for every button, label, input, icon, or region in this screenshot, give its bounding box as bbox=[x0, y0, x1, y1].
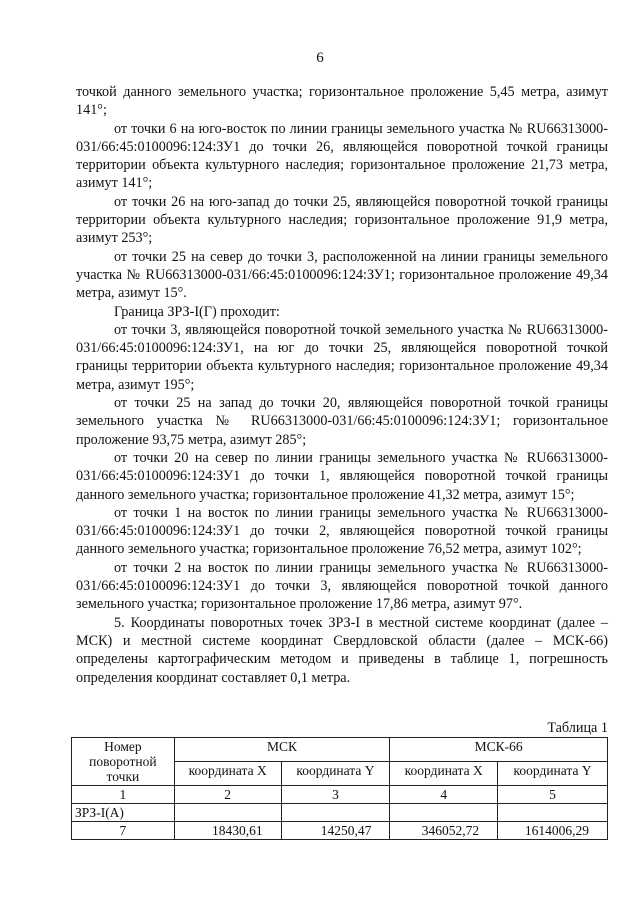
column-number: 3 bbox=[281, 786, 390, 804]
column-number: 5 bbox=[498, 786, 608, 804]
empty-cell bbox=[390, 804, 498, 822]
header-msk66: МСК-66 bbox=[390, 738, 608, 762]
paragraph: от точки 20 на север по линии границы земельного участка № RU66313000-031/66:45:0100096:124:ЗУ1 до точки 1, являющейся поворотной точкой границы данного земельного участка; горизонтальное проложение 41,32 метра, азимут 15°; bbox=[76, 449, 608, 503]
coordinates-table bbox=[71, 737, 608, 840]
header-msk: МСК bbox=[174, 738, 390, 762]
paragraph: от точки 25 на запад до точки 20, являющейся поворотной точкой границы земельного участка № RU66313000-031/66:45:0100096:124:ЗУ1; горизонтальное проложение 93,75 метра, азимут 285°; bbox=[76, 395, 608, 448]
column-number: 4 bbox=[390, 786, 498, 804]
paragraph: точкой данного земельного участка; горизонтальное проложение 5,45 метра, азимут 141°; bbox=[76, 84, 608, 119]
msk66-x-cell: 346052,72 bbox=[390, 822, 498, 840]
empty-cell bbox=[281, 804, 390, 822]
column-number: 2 bbox=[174, 786, 281, 804]
header-point-number: Номер поворотной точки bbox=[72, 738, 175, 786]
section-row bbox=[72, 804, 608, 822]
paragraph: от точки 1 на восток по линии границы земельного участка № RU66313000-031/66:45:0100096:124:ЗУ1 до точки 2, являющейся поворотной точкой границы данного земельного участка; горизонтальное проложение 76,52 метра, азимут 102°; bbox=[76, 504, 608, 558]
document-body bbox=[76, 83, 608, 687]
paragraph: 5. Координаты поворотных точек ЗРЗ-I в местной системе координат (далее – МСК) и местной системе координат Свердловской области (далее – МСК-66) определены картографическим методом и приведены в таблице 1, погрешность определения координат составляет 0,1 метра. bbox=[76, 614, 608, 686]
header-coord-y: координата Y bbox=[498, 762, 608, 786]
column-number: 1 bbox=[72, 786, 175, 804]
section-heading: Граница ЗРЗ-I(Г) проходит: bbox=[114, 303, 280, 320]
table-caption: Таблица 1 bbox=[547, 720, 608, 736]
msk-x-cell: 18430,61 bbox=[174, 822, 281, 840]
point-cell: 7 bbox=[72, 822, 175, 840]
msk66-y-cell: 1614006,29 bbox=[498, 822, 608, 840]
paragraph: от точки 6 на юго-восток по линии границы земельного участка № RU66313000-031/66:45:0100096:124:ЗУ1 до точки 26, являющейся поворотной точкой границы территории объекта культурного наследия; горизонтальное проложение 21,73 метра, азимут 141°; bbox=[76, 120, 608, 192]
paragraph: от точки 2 на восток по линии границы земельного участка № RU66313000-031/66:45:0100096:124:ЗУ1 до точки 3, являющейся поворотной точкой данного земельного участка; горизонтальное проложение 17,86 метра, азимут 97°. bbox=[76, 559, 608, 613]
msk-y-cell: 14250,47 bbox=[281, 822, 390, 840]
paragraph: от точки 26 на юго-запад до точки 25, являющейся поворотной точкой границы территории объекта культурного наследия; горизонтальное проложение 91,9 метра, азимут 253°; bbox=[76, 193, 608, 247]
header-coord-x: координата X bbox=[174, 762, 281, 786]
header-coord-y: координата Y bbox=[281, 762, 390, 786]
table-header-row bbox=[72, 738, 608, 762]
column-numbers-row bbox=[72, 786, 608, 804]
paragraph: от точки 25 на север до точки 3, расположенной на линии границы земельного участка № RU66313000-031/66:45:0100096:124:ЗУ1; горизонтальное проложение 49,34 метра, азимут 15°. bbox=[76, 248, 608, 302]
header-coord-x: координата X bbox=[390, 762, 498, 786]
table-row bbox=[72, 822, 608, 840]
page-number: 6 bbox=[316, 50, 324, 66]
empty-cell bbox=[174, 804, 281, 822]
empty-cell bbox=[498, 804, 608, 822]
section-label: ЗРЗ-I(А) bbox=[72, 804, 175, 822]
paragraph: от точки 3, являющейся поворотной точкой земельного участка № RU66313000-031/66:45:0100096:124:ЗУ1, на юг до точки 25, являющейся поворотной точкой границы территории объекта культурного наследия; горизонтальное проложение 49,34 метра, азимут 195°; bbox=[76, 321, 608, 393]
